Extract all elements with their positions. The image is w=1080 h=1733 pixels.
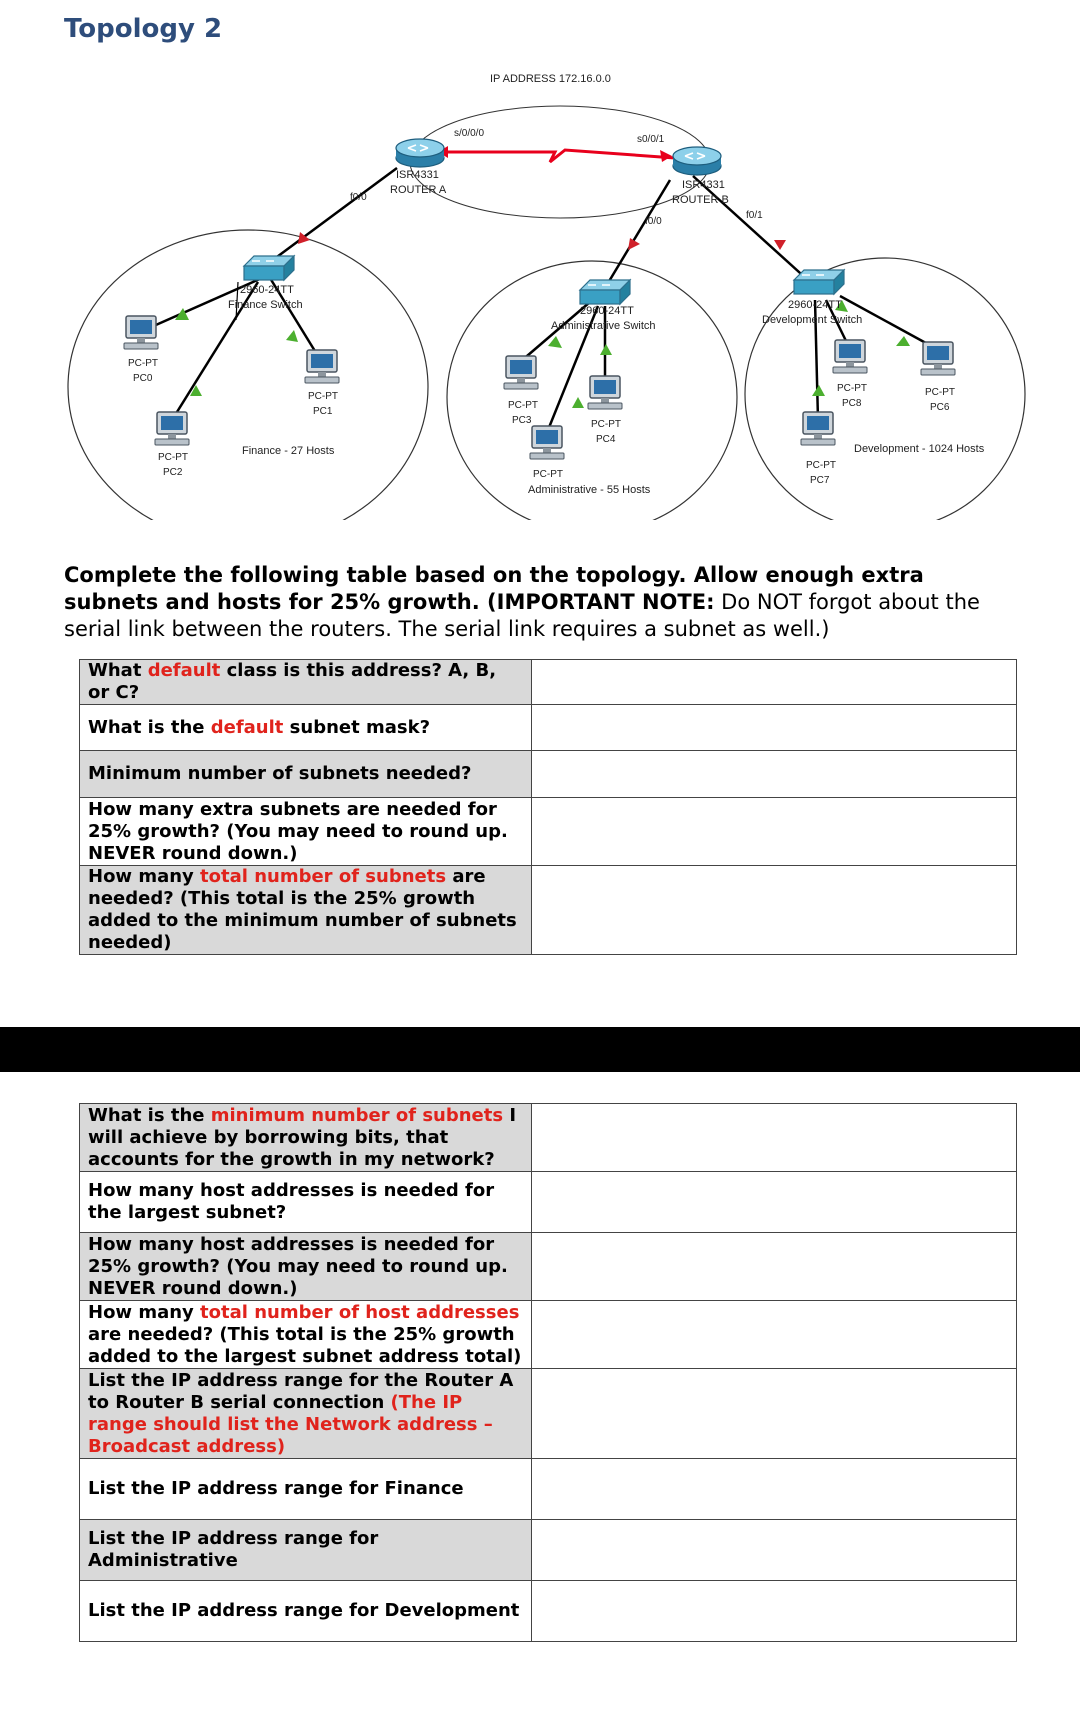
link-routerb-adminswitch — [605, 180, 670, 288]
answer-cell[interactable] — [532, 866, 1017, 955]
question-cell: List the IP address range for the Router A to Router B serial connection (The IP range should list the Network address – Broadcast address) — [80, 1369, 532, 1459]
link-routera-financeswitch — [262, 168, 397, 268]
important-note-label: IMPORTANT NOTE: — [496, 590, 715, 614]
pc5-type: PC-PT — [533, 469, 563, 480]
questions-table-2 — [79, 1103, 1017, 1642]
question-cell: What is the default subnet mask? — [80, 705, 532, 751]
answer-cell[interactable] — [532, 1581, 1017, 1642]
table-row — [80, 1369, 1017, 1459]
question-cell: How many host addresses is needed for the largest subnet? — [80, 1172, 532, 1233]
pc1-icon[interactable] — [305, 350, 339, 383]
question-cell: How many host addresses is needed for 25% growth? (You may need to round up. NEVER round down.) — [80, 1233, 532, 1301]
instructions-paragraph — [64, 562, 1024, 643]
page-title: Topology 2 — [64, 14, 223, 44]
pc1-type: PC-PT — [308, 391, 338, 402]
pc4-icon[interactable] — [588, 376, 622, 409]
questions-table-1 — [79, 659, 1017, 955]
pc6-icon[interactable] — [921, 342, 955, 375]
pc0-name: PC0 — [133, 373, 153, 384]
serial-link-ellipse — [410, 106, 710, 218]
table-row — [80, 1459, 1017, 1520]
link-routerb-devswitch — [693, 176, 810, 282]
administrative-hosts-label: Administrative - 55 Hosts — [528, 484, 651, 496]
router-a-serial-port: s/0/0/0 — [454, 128, 485, 139]
pc8-type: PC-PT — [837, 383, 867, 394]
instructions-bold: Complete the following table based on the topology. Allow enough extra subnets and hosts for 25% growth. — [64, 563, 924, 614]
router-b-name: ROUTER B — [672, 194, 729, 206]
pc3-type: PC-PT — [508, 400, 538, 411]
pc0-type: PC-PT — [128, 358, 158, 369]
router-a-name: ROUTER A — [390, 184, 447, 196]
table-row — [80, 751, 1017, 798]
answer-cell[interactable] — [532, 1172, 1017, 1233]
administrative-switch-icon[interactable] — [580, 280, 630, 304]
ip-address-label: IP ADDRESS 172.16.0.0 — [490, 73, 611, 85]
question-cell: How many total number of subnets are needed? (This total is the 25% growth added to the minimum number of subnets needed) — [80, 866, 532, 955]
router-b-fast-port-right: f0/1 — [746, 210, 763, 221]
pc2-name: PC2 — [163, 467, 183, 478]
pc4-name: PC4 — [596, 434, 616, 445]
table-row — [80, 1520, 1017, 1581]
question-cell: List the IP address range for Development — [80, 1581, 532, 1642]
finance-switch-name: Finance Switch — [228, 299, 303, 311]
answer-cell[interactable] — [532, 1459, 1017, 1520]
admin-switch-model: 2960-24TT — [580, 305, 634, 317]
pc3-icon[interactable] — [504, 356, 538, 389]
pc0-icon[interactable] — [124, 316, 158, 349]
pc2-type: PC-PT — [158, 452, 188, 463]
table-row — [80, 660, 1017, 705]
router-a-icon[interactable] — [396, 139, 444, 167]
development-subnet-circle — [745, 258, 1025, 520]
dev-switch-model: 2960-24TT — [788, 299, 842, 311]
answer-cell[interactable] — [532, 1301, 1017, 1369]
finance-switch-model: 2960-24TT — [240, 284, 294, 296]
pc1-name: PC1 — [313, 406, 333, 417]
answer-cell[interactable] — [532, 705, 1017, 751]
question-cell: Minimum number of subnets needed? — [80, 751, 532, 798]
pc8-icon[interactable] — [833, 340, 867, 373]
question-cell: List the IP address range for Administrative — [80, 1520, 532, 1581]
pc6-name: PC6 — [930, 402, 950, 413]
answer-cell[interactable] — [532, 1104, 1017, 1172]
question-cell: List the IP address range for Finance — [80, 1459, 532, 1520]
router-b-model: ISR4331 — [682, 179, 725, 191]
router-a-fast-port: f0/0 — [350, 192, 367, 203]
development-hosts-label: Development - 1024 Hosts — [854, 443, 985, 455]
pc7-type: PC-PT — [806, 460, 836, 471]
pc2-icon[interactable] — [155, 412, 189, 445]
table-row — [80, 1581, 1017, 1642]
answer-cell[interactable] — [532, 798, 1017, 866]
question-cell: How many total number of host addresses are needed? (This total is the 25% growth added to the largest subnet address total) — [80, 1301, 532, 1369]
router-b-fast-port-left: f0/0 — [645, 216, 662, 227]
table-row — [80, 705, 1017, 751]
router-b-serial-port: s0/0/1 — [637, 134, 665, 145]
admin-switch-name: Administrative Switch — [551, 320, 656, 332]
question-cell: How many extra subnets are needed for 25% growth? (You may need to round up. NEVER round down.) — [80, 798, 532, 866]
pc3-name: PC3 — [512, 415, 532, 426]
answer-cell[interactable] — [532, 1520, 1017, 1581]
development-switch-icon[interactable] — [794, 270, 844, 294]
table-row — [80, 1301, 1017, 1369]
table-row — [80, 1172, 1017, 1233]
finance-hosts-label: Finance - 27 Hosts — [242, 445, 335, 457]
important-note-text: Do NOT forgot about the serial link between the routers. The serial link requires a subnet as well.) — [64, 590, 980, 641]
router-a-model: ISR4331 — [396, 169, 439, 181]
table-row — [80, 1233, 1017, 1301]
table-row — [80, 1104, 1017, 1172]
answer-cell[interactable] — [532, 660, 1017, 705]
serial-link — [430, 150, 675, 162]
network-topology-diagram — [0, 60, 1080, 520]
answer-cell[interactable] — [532, 1233, 1017, 1301]
question-cell: What is the minimum number of subnets I will achieve by borrowing bits, that accounts for the growth in my network? — [80, 1104, 532, 1172]
table-row — [80, 866, 1017, 955]
pc6-type: PC-PT — [925, 387, 955, 398]
table-row — [80, 798, 1017, 866]
pc7-name: PC7 — [810, 475, 830, 486]
pc5-icon[interactable] — [530, 426, 564, 459]
router-b-icon[interactable] — [673, 147, 721, 175]
pc4-type: PC-PT — [591, 419, 621, 430]
dev-switch-name: Development Switch — [762, 314, 863, 326]
pc7-icon[interactable] — [801, 412, 835, 445]
question-cell: What default class is this address? A, B, or C? — [80, 660, 532, 705]
black-divider-bar — [0, 1027, 1080, 1072]
answer-cell[interactable] — [532, 1369, 1017, 1459]
answer-cell[interactable] — [532, 751, 1017, 798]
pc8-name: PC8 — [842, 398, 862, 409]
instructions-open-paren: ( — [479, 590, 497, 614]
finance-switch-icon[interactable] — [244, 256, 294, 280]
